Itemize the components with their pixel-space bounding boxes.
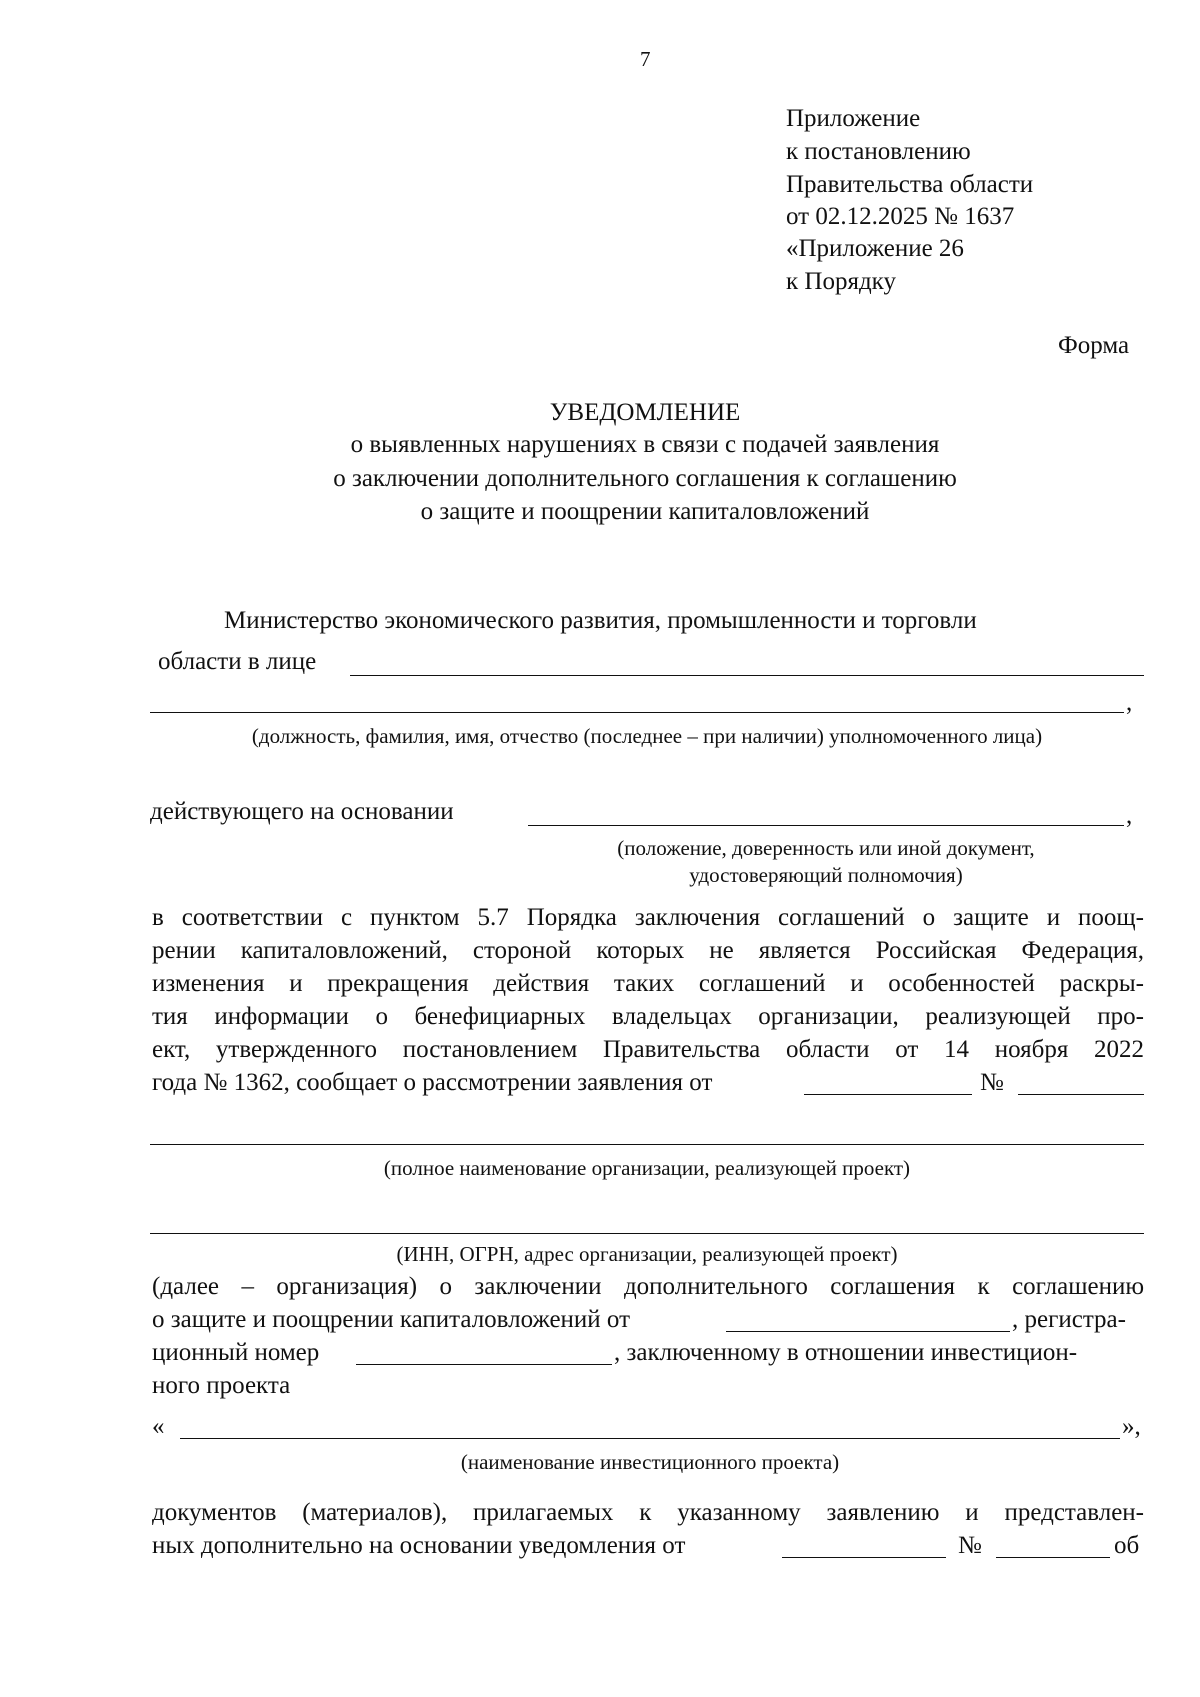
paragraph-line: тия информации о бенефициарных владельцах организации, реализующей про- [152,1003,1144,1030]
title-line: о защите и поощрении капиталовложений [420,498,870,525]
paragraph-line: года № 1362, сообщает о рассмотрении заявления от [152,1069,713,1096]
inn-caption: (ИНН, ОГРН, адрес организации, реализующей проект) [396,1242,898,1266]
official-caption: (должность, фамилия, имя, отчество (последнее – при наличии) уполномоченного лица) [251,724,1043,748]
page-number: 7 [640,47,651,71]
paragraph-line: изменения и прекращения действия таких соглашений и особенностей раскры- [152,970,1144,997]
inn-ogrn-address-field[interactable] [150,1233,1144,1234]
basis-caption: удостоверяющий полномочия) [689,863,963,887]
header-line: от 02.12.2025 № 1637 [786,203,1015,230]
notice-date-field[interactable] [782,1557,946,1558]
registration-number-field[interactable] [356,1364,612,1365]
comma: , [1126,802,1133,829]
paragraph-line-part: об [1114,1532,1140,1559]
paragraph-line: рении капиталовложений, стороной которых не является Российская Федерация, [152,937,1144,964]
official-name-field[interactable] [350,675,1144,676]
basis-caption: (положение, доверенность или иной документ, [617,836,1035,860]
paragraph-line: документов (материалов), прилагаемых к указанному заявлению и представлен- [152,1499,1144,1526]
title-line: о выявленных нарушениях в связи с подачей заявления [350,431,940,458]
basis-document-field[interactable] [528,825,1124,826]
project-name-field[interactable] [180,1438,1120,1439]
paragraph-line-part: ционный номер [152,1339,320,1366]
title-main: УВЕДОМЛЕНИЕ [549,399,741,426]
header-line: «Приложение 26 [786,235,964,262]
form-label: Форма [1058,332,1130,359]
quote-close: », [1122,1413,1141,1440]
paragraph-line: (далее – организация) о заключении дополнительного соглашения к соглашению [152,1273,1144,1300]
quote-open: « [152,1413,165,1440]
application-date-field[interactable] [804,1094,972,1095]
paragraph-line-part: ных дополнительно на основании уведомления от [152,1532,686,1559]
official-name-field-cont[interactable] [150,712,1124,713]
number-sign: № [980,1069,1004,1096]
paragraph-line: ект, утвержденного постановлением Правительства области от 14 ноября 2022 [152,1036,1144,1063]
number-sign: № [958,1532,982,1559]
paragraph-line-part: о защите и поощрении капиталовложений от [152,1306,631,1333]
comma: , [1126,689,1133,716]
header-line: Приложение [786,105,921,132]
title-line: о заключении дополнительного соглашения к соглашению [333,465,957,492]
header-line: Правительства области [786,171,1034,198]
in-person-label: области в лице [158,648,317,675]
organization-name-field[interactable] [150,1144,1144,1145]
notice-number-field[interactable] [996,1557,1110,1558]
project-caption: (наименование инвестиционного проекта) [460,1450,840,1474]
paragraph-line-part: , заключенному в отношении инвестицион- [614,1339,1078,1366]
agreement-date-field[interactable] [726,1331,1010,1332]
paragraph-line: в соответствии с пунктом 5.7 Порядка заключения соглашений о защите и поощ- [152,904,1144,931]
ministry-line: Министерство экономического развития, промышленности и торговли [224,607,977,634]
application-number-field[interactable] [1018,1094,1144,1095]
paragraph-line-part: , регистра- [1012,1306,1126,1333]
org-caption: (полное наименование организации, реализующей проект) [383,1156,911,1180]
header-line: к постановлению [786,138,971,165]
paragraph-line: ного проекта [152,1372,291,1399]
acting-label: действующего на основании [150,798,454,825]
header-line: к Порядку [786,268,896,295]
